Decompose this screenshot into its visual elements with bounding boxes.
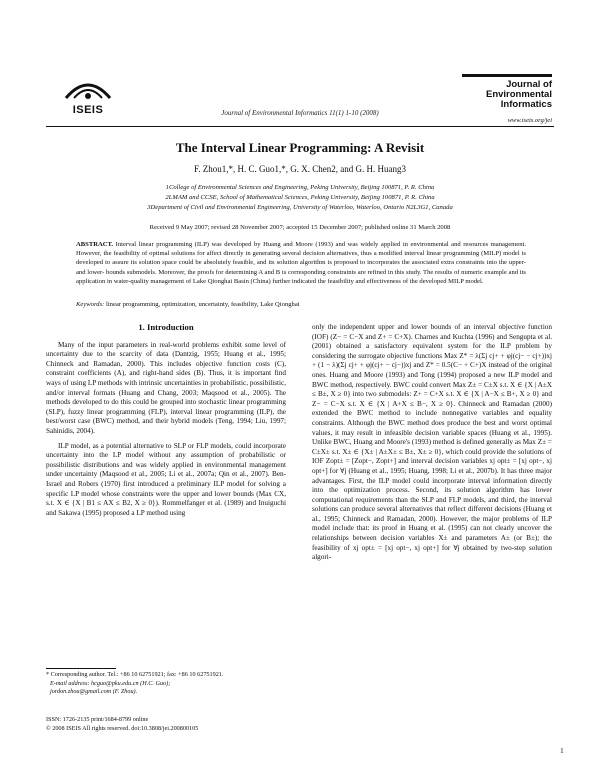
left-column — [46, 323, 286, 518]
brand-line-1: Journal of — [506, 79, 552, 90]
brand-line-2: Environmental — [486, 89, 552, 100]
footnotes — [46, 671, 286, 697]
received-dates: Received 9 May 2007; revised 28 November 2007; accepted 15 December 2007; published online 31 March 2008 — [149, 224, 451, 231]
affiliation-2: 2LMAM and CCSE, School of Mathematical Sciences, Peking University, Beijing 100871, P. R. China — [165, 194, 435, 201]
section-heading: 1. Introduction — [138, 322, 194, 332]
abstract-label: ABSTRACT. — [76, 241, 114, 248]
journal-url[interactable]: www.iseis.org/jei — [507, 117, 552, 124]
footnote-divider — [46, 668, 116, 669]
keywords — [76, 300, 526, 309]
affiliation-3: 3Department of Civil and Environmental Engineering, University of Waterloo, Waterloo, Ontario N2L3G1, Canada — [147, 204, 453, 211]
issn-line: ISSN: 1726-2135 print/1684-8799 online — [46, 716, 149, 723]
page-number: 1 — [560, 746, 564, 755]
paper-title: The Interval Linear Programming: A Revisit — [175, 140, 425, 155]
keywords-label: Keywords: — [76, 301, 105, 308]
footnote-corresponding: * Corresponding author. Tel.: +86 10 62751921; fax: +86 10 62751921. — [46, 671, 224, 678]
brand-line-3: Informatics — [500, 99, 552, 110]
iseis-logo-icon — [62, 76, 114, 102]
body-paragraph: Many of the input parameters in real-world problems exhibit some level of uncertainty due to the scarcity of data (Dantzig, 1955; Huang et al., 1995; Chinneck and Ramadan, 2000). This includes objective function costs (C), constraint coefficients (A), and right-hand sides (B). Thus, it is important find ways of using LP methods with intrinsic uncertainties in probabilistic, possibilistic, and/or interval formats (Huang and Chang, 2003; Maqsood et al., 2005). The methods developed to do this could be grouped into stochastic linear programming (SLP), fuzzy linear programming (FLP), interval linear programming (ILP), the best/worst case (BWC) method, and their hybrid models (Teng, 1994; Liu, 1997; Sahinidis, 2004). — [46, 340, 286, 435]
issn-block — [46, 716, 286, 733]
body-paragraph: only the independent upper and lower bounds of an interval objective function (IOF) (Z− = C−X and Z+ = C+X). Charnes and Kuchta (1996) and Sengupta et al. (2001) obtained a satisfactory equivalent system for the ILP problem by considering the surrogate objective functions Max Z* = λ(Σj cj+ + φj(cj− − cj+))xj + (1 − λ)(Σj cj+ + φj(cj+ − cj−))xj and Z* = 0.5(C− + C+)X instead of the original ones. Huang and Moore (1993) and Tong (1994) proposed a new ILP model and BWC method, respectively. BWC could convert Max Z± = C±X s.t. X ∈ {X | A±X ≤ B±, X ≥ 0} into two submodels: Z+ = C+X s.t. X ∈ {X | A−X ≤ B+, X ≥ 0} and Z− = C−X s.t. X ∈ {X | A+X ≤ B−, X ≥ 0}. Chinneck and Ramadan (2000) extended the BWC method to include nonnegative variables and equality constraints. Although the BWC method does produce the best and worst optimal values, it may result in infeasible decision variable spaces (Huang et al., 1995). Unlike BWC, Huang and Moore's (1993) method is defined generally as Max Z± = C±X± s.t. X± ∈ {X± | A±X± ≤ B±, X± ≥ 0}, which could provide the solutions of IOF Zopt± = [Zopt−, Zopt+] and interval decision variables xj opt± = [xj opt−, xj opt+] for ∀j (Huang et al., 1995; Huang, 1998; Li et al., 2007b). It has three major advantages. First, the ILP model could incorporate interval information directly into the optimization process. Second, its solution algorithm has lower computational requirements than the SLP and FLP models, and third, the interval solutions can produce several alternatives that reflect different decisions (Huang et al., 1995; Chinneck and Ramadan, 2000). However, the major problems of ILP model include that: its proof in Huang et al. (1995) can not clearly uncover the relationships between decision variables X± and parameters A± (or B±); the feasibility of xj opt± = [xj opt−, xj opt+] for ∀j obtained by two-step solution algori- — [312, 323, 552, 562]
affiliation-1: 1College of Environmental Sciences and Engineering, Peking University, Beijing 100871, P. R. China — [165, 184, 435, 191]
right-column — [312, 323, 552, 563]
footnote-email-2: jordon.zhou@gmail.com (F. Zhou). — [50, 688, 138, 696]
copyright-line: © 2008 ISEIS All rights reserved. doi:10.3808/jei.200800105 — [46, 724, 199, 732]
keywords-text: linear programming, optimization, uncertainty, feasibility, Lake Qionghai — [105, 301, 300, 308]
header-divider — [46, 126, 554, 127]
logo-text: ISEIS — [72, 104, 104, 116]
footnote-email: E-mail address: hcguo@pku.edu.cn (H.C. Guo); — [50, 679, 171, 687]
abstract-text: Interval linear programming (ILP) was developed by Huang and Moore (1993) and was widely applied in environmental and resources management. However, the feasibility of optimal solutions for affect directly in generating several decision alternatives, thus a modified interval linear programming (MILP) model is developed to assure its solution space could be absolutely feasible, and its solution algorithm is proposed to incorporates the associated extra constraints into the upper- and lower- bounds submodels. Moreover, the proofs for determining A and B is corresponding constraints are refined in this study. The results of numeric example and its application in water-quality management of Lake Qionghai Basin (China) further indicated the feasibility and effectiveness of the developed MILP model. — [76, 241, 526, 285]
journal-reference: Journal of Environmental Informatics 11(1) 1-10 (2008) — [221, 109, 379, 117]
journal-brand — [462, 74, 552, 110]
author-list: F. Zhou1,*, H. C. Guo1,*, G. X. Chen2, and G. H. Huang3 — [193, 164, 407, 174]
body-paragraph: ILP model, as a potential alternative to SLP or FLP models, could incorporate uncertainty into the LP model without any assumption of probabilistic or possibilistic distributions and was widely applied in environmental management under uncertainty (Maqsood et al., 2005; Li et al., 2007a; Qin et al., 2007). Ben-Israel and Robers (1970) first introduced a preliminary ILP model for solving a specific LP model whose constraints were the upper and lower bounds (Max CX, s.t. X ∈ {X | B1 ≤ AX ≤ B2, X ≥ 0}). Rommelfanger et al. (1989) and Inuiguchi and Sakawa (1995) proposed a LP method using — [46, 441, 286, 517]
abstract — [76, 240, 526, 286]
